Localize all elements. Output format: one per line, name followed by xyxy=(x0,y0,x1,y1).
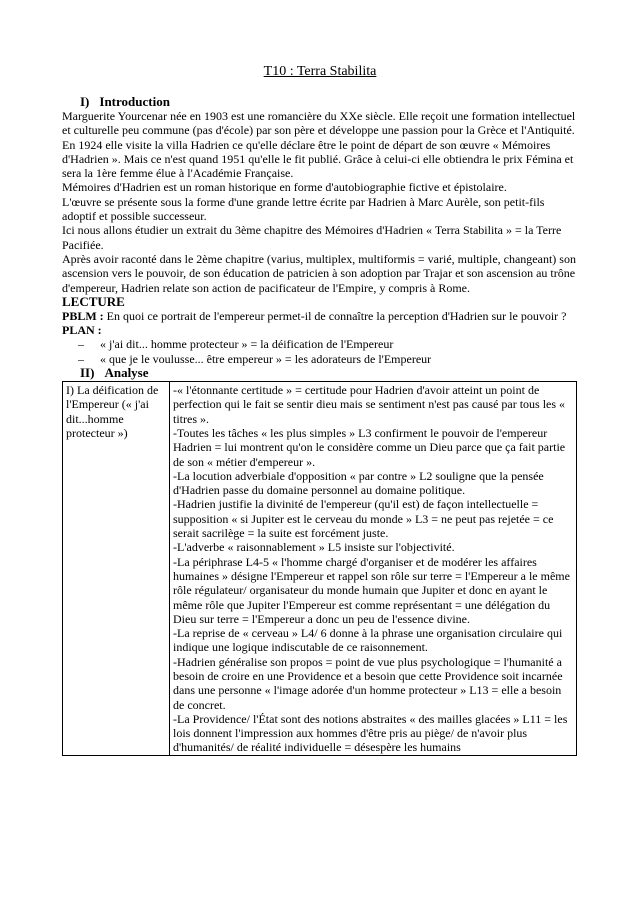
intro-paragraph: Après avoir raconté dans le 2ème chapitre (varius, multiplex, multiformis = varié, multiple, changeant) son ascension vers le pouvoir, de son éducation de patricien à son adoption par Trajar et son ascension au trône d'empereur, Hadrien relate son action de pacificateur de l'Empire, y compris à Rome. xyxy=(62,251,576,295)
analysis-note: -L'adverbe « raisonnablement » L5 insiste sur l'objectivité. xyxy=(173,540,455,555)
document-body xyxy=(62,95,578,756)
introduction-heading-label: Introduction xyxy=(99,94,170,109)
analyse-heading xyxy=(80,366,578,380)
analysis-section-cell: I) La déification de l'Empereur (« j'ai dit...homme protecteur ») xyxy=(63,382,170,756)
introduction-heading-number: I) xyxy=(80,94,90,109)
plan-item-text: « j'ai dit... homme protecteur » = la déification de l'Empereur xyxy=(100,337,394,352)
plan-heading: PLAN : xyxy=(62,323,102,338)
document-title: T10 : Terra Stabilita xyxy=(263,64,377,79)
problematique-text: En quoi ce portrait de l'empereur permet-il de connaître la perception d'Hadrien sur le pouvoir ? xyxy=(103,308,567,323)
plan-item xyxy=(62,352,578,366)
analysis-table xyxy=(62,381,577,756)
analysis-note: -Toutes les tâches « les plus simples » L3 confirment le pouvoir de l'empereur Hadrien = lui montrent qu'on le considère comme un Dieu parce que ça fait partie de son « métier d'empereur ». xyxy=(173,425,566,469)
intro-paragraph: En 1924 elle visite la villa Hadrien ce qu'elle déclare être le point de départ de son œuvre « Mémoires d'Hadrien ». Mais ce n'est quand 1951 qu'elle le fit publié. Grâce à celui-ci elle obtiendra le prix Fémina et sera la 1ère femme élue à l'Académie Française. xyxy=(62,137,574,181)
problematique-label: PBLM : xyxy=(62,308,104,323)
analyse-heading-number: II) xyxy=(80,365,95,381)
plan-item xyxy=(62,337,578,351)
intro-paragraph: Ici nous allons étudier un extrait du 3ème chapitre des Mémoires d'Hadrien « Terra Stabilita » = la Terre Pacifiée. xyxy=(62,223,562,252)
intro-paragraph: L'œuvre se présente sous la forme d'une grande lettre écrite par Hadrien à Marc Aurèle, son petit-fils adoptif et possible successeur. xyxy=(62,194,545,224)
analysis-note: -Hadrien justifie la divinité de l'empereur (qu'il est) de façon intellectuelle = supposition « si Jupiter est le cerveau du monde » L3 = ne peut pas rejetée = ce serait sacrilège = la suite est forcément juste. xyxy=(173,497,554,541)
plan-item-text: « que je le voulusse... être empereur » = les adorateurs de l'Empereur xyxy=(100,351,432,366)
analysis-note: -La périphrase L4-5 « l'homme chargé d'organiser et de modérer les affaires humaines » désigne l'Empereur et rappel son rôle sur terre = l'Empereur a le même rôle régulateur/ organisateur du monde humain que Jupiter et donc en ayant le même rôle que Jupiter l'Empereur est comme représentant = une délégation du Dieu sur terre = l'Empereur a donc un peu de l'essence divine. xyxy=(173,554,570,626)
analysis-note: -Hadrien généralise son propos = point de vue plus psychologique = l'humanité a besoin de croire en une Providence et a besoin que cette Providence soit incarnée dans une personne « l'image adorée d'un homme protecteur » L13 = elle a besoin de concret. xyxy=(173,654,563,712)
analysis-note: -La Providence/ l'État sont des notions abstraites « des mailles glacées » L11 = les lois donnent l'impression aux hommes d'être pris au piège/ de n'avoir plus d'humanités/ de réalité individuelle = désespère les humains xyxy=(173,711,568,755)
problematique xyxy=(62,309,578,323)
analysis-note: -La reprise de « cerveau » L4/ 6 donne à la phrase une organisation circulaire qui indique une logique indiscutable de ce raisonnement. xyxy=(173,626,563,655)
lecture-heading: LECTURE xyxy=(62,293,125,309)
analysis-note: -« l'étonnante certitude » = certitude pour Hadrien d'avoir atteint un point de perfection qui le fait se sentir dieu mais se sentiment n'est pas causé par tous les « titres ». xyxy=(173,383,566,426)
analyse-heading-label: Analyse xyxy=(104,365,149,381)
bullet-dash-icon: – xyxy=(78,351,84,366)
intro-paragraph: Marguerite Yourcenar née en 1903 est une romancière du XXe siècle. Elle reçoit une formation intellectuel et culturelle peu commune (pas d'école) par son père et développe une passion pour la Grèce et l'Antiquité. xyxy=(62,109,576,138)
intro-paragraph: Mémoires d'Hadrien est un roman historique en forme d'autobiographie fictive et épistolaire. xyxy=(62,180,507,195)
introduction-heading xyxy=(80,95,578,109)
table-row xyxy=(63,382,577,756)
analysis-notes-cell xyxy=(170,382,577,756)
bullet-dash-icon: – xyxy=(78,337,84,352)
analysis-note: -La locution adverbiale d'opposition « par contre » L2 souligne que la pensée d'Hadrien passe du domaine personnel au domaine politique. xyxy=(173,468,544,498)
